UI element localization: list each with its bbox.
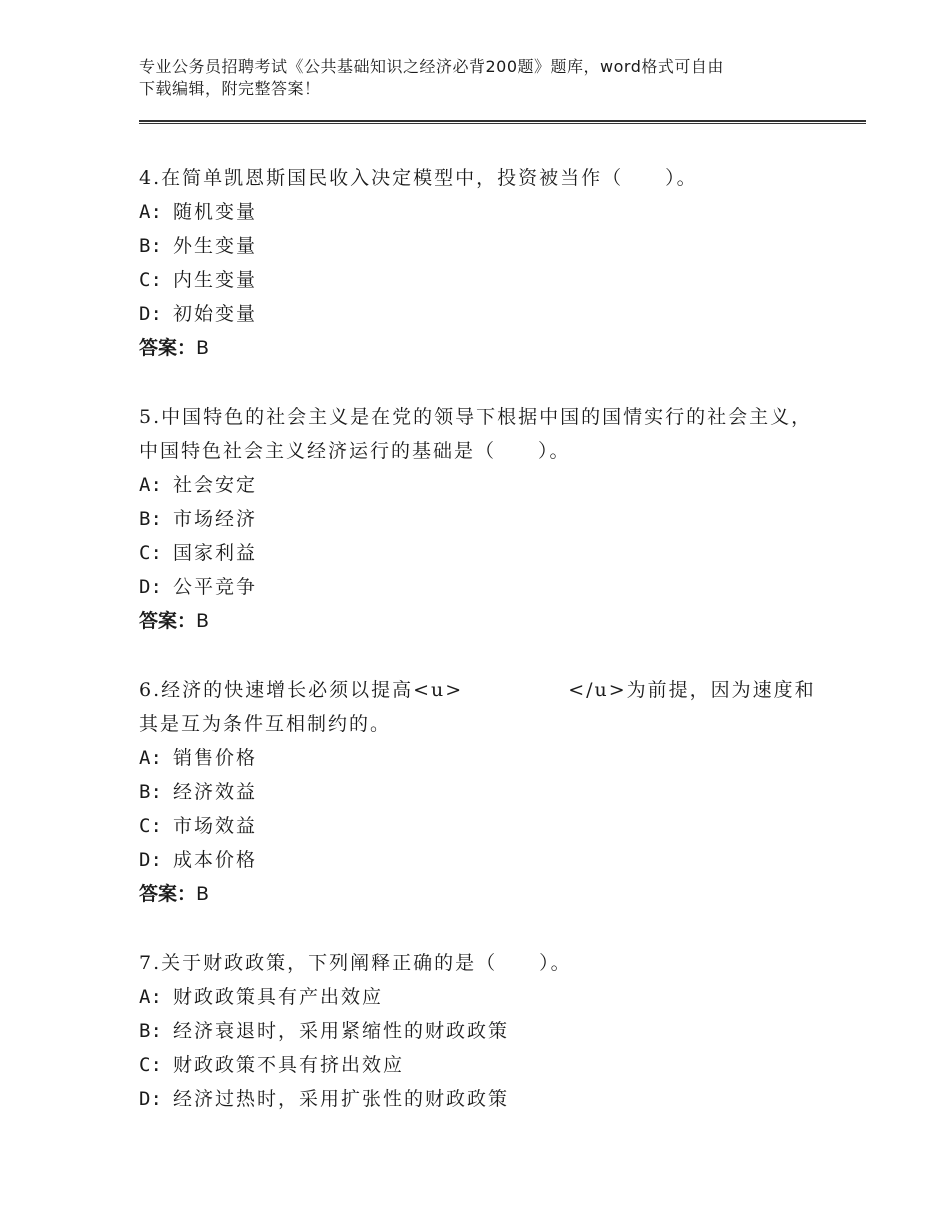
header-divider xyxy=(139,120,866,124)
option-letter: C: xyxy=(139,542,162,564)
answer-value: B xyxy=(196,337,210,359)
option-text: 成本价格 xyxy=(173,849,258,871)
option-text: 初始变量 xyxy=(173,303,258,325)
option-text: 销售价格 xyxy=(173,747,258,769)
option-letter: D: xyxy=(139,303,162,325)
option-a xyxy=(139,741,819,775)
option-letter: D: xyxy=(139,576,162,598)
answer-line xyxy=(139,331,819,365)
option-text: 市场经济 xyxy=(173,508,258,530)
option-c xyxy=(139,809,819,843)
answer-line xyxy=(139,604,819,638)
option-letter: D: xyxy=(139,1088,162,1110)
answer-value: B xyxy=(196,610,210,632)
option-b xyxy=(139,1014,819,1048)
option-letter: A: xyxy=(139,747,162,769)
answer-value: B xyxy=(196,883,210,905)
question-stem: 4.在简单凯恩斯国民收入决定模型中，投资被当作（ ）。 xyxy=(139,167,698,189)
option-a xyxy=(139,980,819,1014)
option-c xyxy=(139,263,819,297)
option-letter: C: xyxy=(139,269,162,291)
option-letter: A: xyxy=(139,474,162,496)
option-text: 社会安定 xyxy=(173,474,258,496)
option-letter: D: xyxy=(139,849,162,871)
answer-line xyxy=(139,877,819,911)
answer-label: 答案： xyxy=(139,337,197,359)
option-letter: B: xyxy=(139,235,162,257)
option-a xyxy=(139,195,819,229)
option-letter: B: xyxy=(139,1020,162,1042)
answer-label: 答案： xyxy=(139,610,197,632)
question-5 xyxy=(139,400,819,638)
question-6 xyxy=(139,673,819,911)
option-d xyxy=(139,570,819,604)
question-stem: 7.关于财政政策，下列阐释正确的是（ ）。 xyxy=(139,952,572,974)
option-b xyxy=(139,502,819,536)
option-text: 市场效益 xyxy=(173,815,258,837)
option-text: 经济过热时，采用扩张性的财政政策 xyxy=(173,1088,510,1110)
header-line-2: 下载编辑，附完整答案！ xyxy=(139,79,321,98)
option-letter: A: xyxy=(139,986,162,1008)
header-line-1: 专业公务员招聘考试《公共基础知识之经济必背200题》题库，word格式可自由 xyxy=(139,57,724,76)
option-d xyxy=(139,1082,819,1116)
option-text: 经济衰退时，采用紧缩性的财政政策 xyxy=(173,1020,510,1042)
question-stem: 6.经济的快速增长必须以提高<u> </u>为前提，因为速度和其是互为条件互相制约的。 xyxy=(139,679,816,735)
option-text: 随机变量 xyxy=(173,201,258,223)
option-text: 财政政策具有产出效应 xyxy=(173,986,384,1008)
option-text: 经济效益 xyxy=(173,781,258,803)
document-header xyxy=(139,56,819,100)
option-letter: A: xyxy=(139,201,162,223)
question-stem: 5.中国特色的社会主义是在党的领导下根据中国的国情实行的社会主义，中国特色社会主义经济运行的基础是（ ）。 xyxy=(139,406,813,462)
option-text: 外生变量 xyxy=(173,235,258,257)
question-4 xyxy=(139,161,819,365)
option-text: 财政政策不具有挤出效应 xyxy=(173,1054,405,1076)
option-b xyxy=(139,229,819,263)
option-b xyxy=(139,775,819,809)
option-a xyxy=(139,468,819,502)
option-text: 公平竞争 xyxy=(173,576,258,598)
option-letter: B: xyxy=(139,508,162,530)
option-d xyxy=(139,843,819,877)
option-text: 国家利益 xyxy=(173,542,258,564)
option-letter: C: xyxy=(139,1054,162,1076)
option-letter: B: xyxy=(139,781,162,803)
question-7 xyxy=(139,946,819,1116)
option-c xyxy=(139,536,819,570)
option-text: 内生变量 xyxy=(173,269,258,291)
option-letter: C: xyxy=(139,815,162,837)
answer-label: 答案： xyxy=(139,883,197,905)
option-c xyxy=(139,1048,819,1082)
option-d xyxy=(139,297,819,331)
